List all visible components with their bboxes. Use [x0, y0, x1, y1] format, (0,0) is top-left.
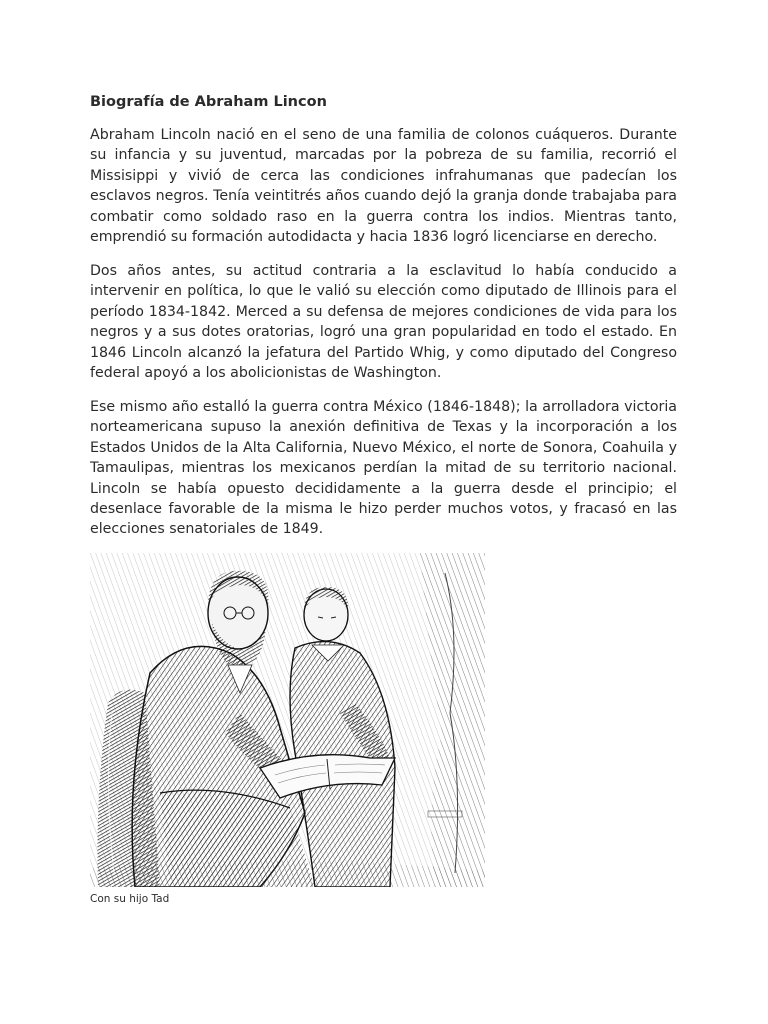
paragraph-1: Abraham Lincoln nació en el seno de una familia de colonos cuáqueros. Durante su infancia y su juventud, marcadas por la pobreza de su familia, recorrió el Missisippi y vivió de cerca las condiciones infrahumanas que padecían los esclavos negros. Tenía veintitrés años cuando dejó la granja donde trabajaba para combatir como soldado raso en la guerra contra los indios. Mientras tanto, emprendió su formación autodidacta y hacia 1836 logró licenciarse en derecho.	[90, 127, 677, 246]
paragraph-3: Ese mismo año estalló la guerra contra México (1846-1848); la arrolladora victoria norteamericana supuso la anexión definitiva de Texas y la incorporación a los Estados Unidos de la Alta California, Nuevo México, el norte de Sonora, Coahuila y Tamaulipas, mientras los mexicanos perdían la mitad de su territorio nacional. Lincoln se había opuesto decididamente a la guerra desde el principio; el desenlace favorable de la misma le hizo perder muchos votos, y fracasó en las elecciones senatoriales de 1849.	[90, 398, 677, 538]
figure-caption: Con su hijo Tad	[90, 893, 170, 906]
document-page	[90, 92, 677, 905]
engraving-illustration	[90, 553, 485, 887]
document-title: Biografía de Abraham Lincon	[90, 94, 327, 110]
lincoln-and-son-engraving	[90, 553, 485, 887]
paragraph-2: Dos años antes, su actitud contraria a la esclavitud lo había conducido a intervenir en política, lo que le valió su elección como diputado de Illinois para el período 1834-1842. Merced a su defensa de mejores condiciones de vida para los negros y a sus dotes oratorias, logró una gran popularidad en todo el estado. En 1846 Lincoln alcanzó la jefatura del Partido Whig, y como diputado del Congreso federal apoyó a los abolicionistas de Washington.	[90, 262, 677, 381]
